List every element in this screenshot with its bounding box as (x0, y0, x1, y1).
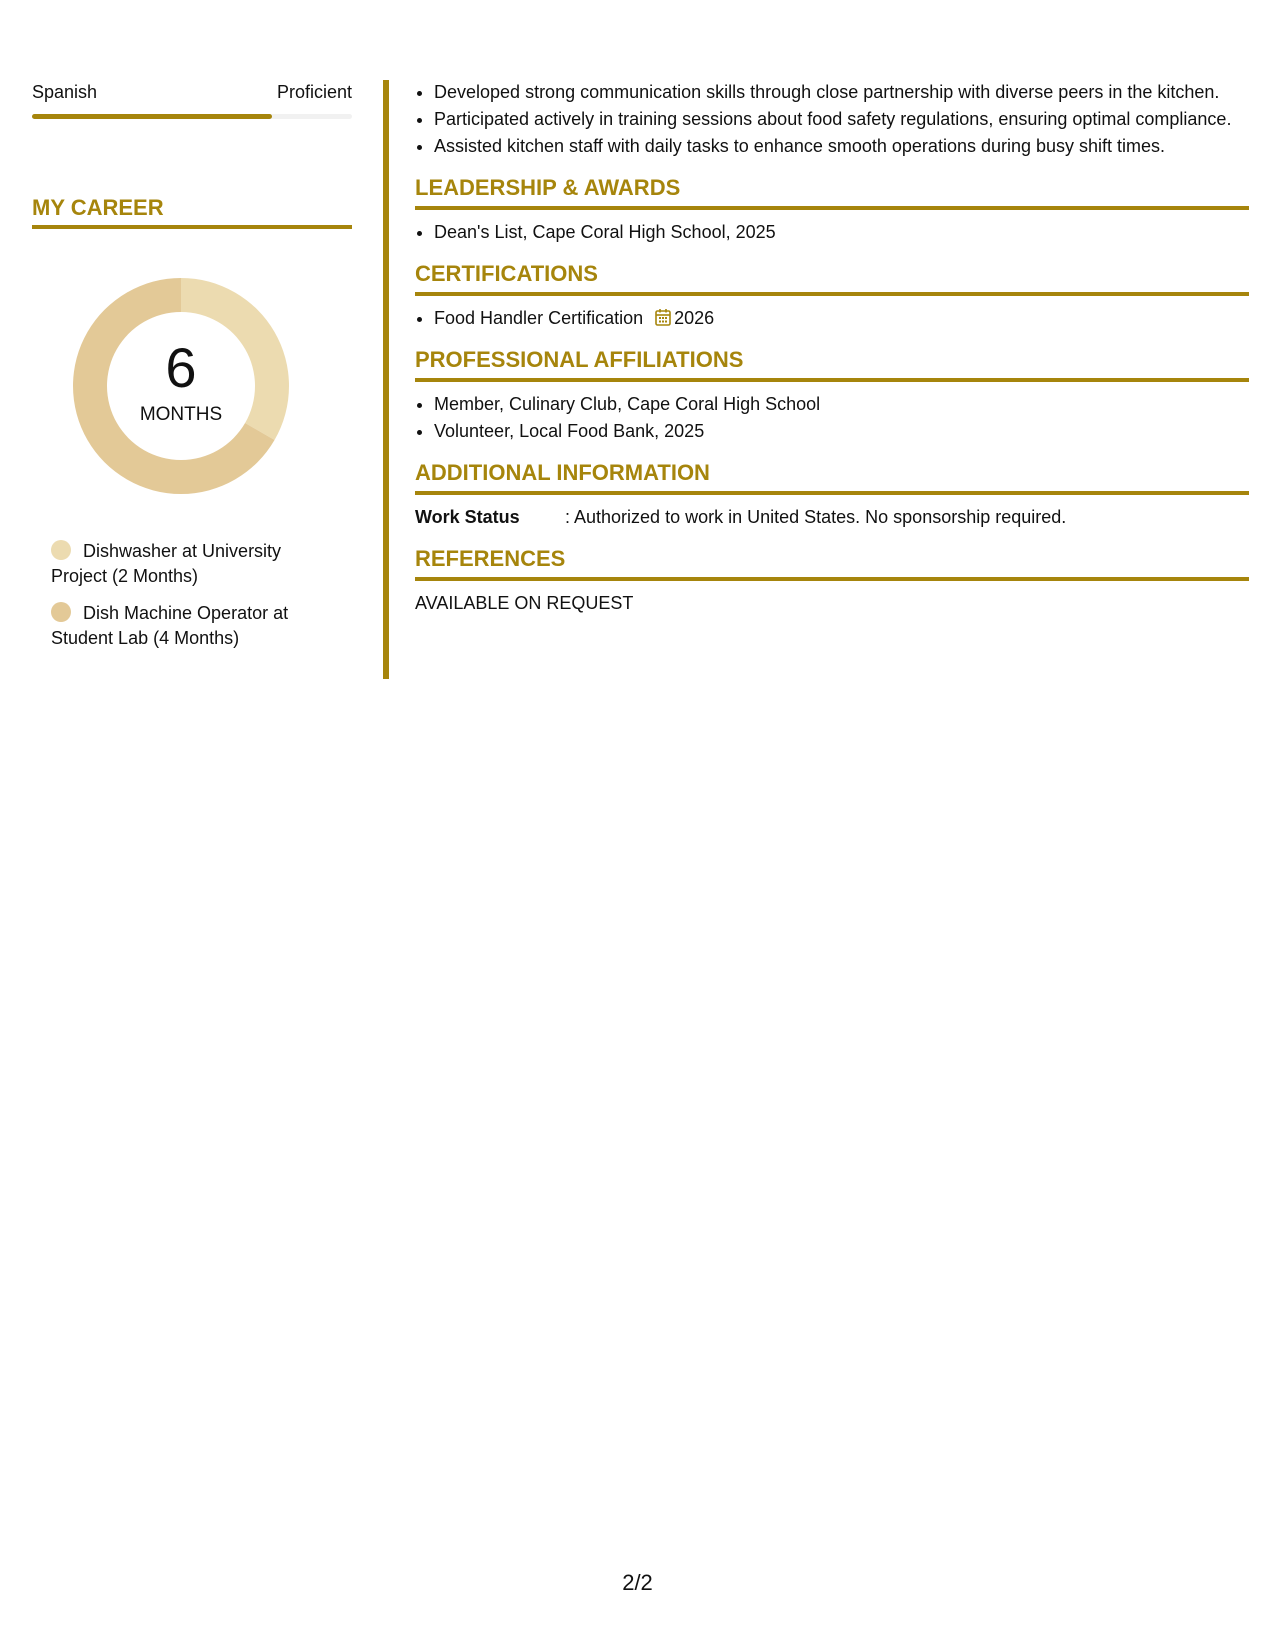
experience-bullets (415, 80, 1249, 158)
donut-total-number: 6 (165, 336, 197, 399)
certification-year: 2026 (674, 308, 715, 328)
language-level: Proficient (276, 82, 352, 102)
work-status-value: : Authorized to work in United States. No sponsorship required. (565, 507, 1067, 527)
donut-total-unit: MONTHS (139, 404, 223, 425)
career-heading: MY CAREER (32, 195, 352, 229)
certification-name: Food Handler Certification (434, 308, 644, 328)
references-heading: REFERENCES (415, 545, 1249, 581)
work-status-row (415, 505, 1249, 529)
list-item (434, 306, 1249, 330)
career-donut-chart (66, 271, 296, 501)
affiliations-list (415, 392, 1249, 443)
career-legend (51, 539, 321, 651)
legend-item (51, 601, 321, 651)
leadership-list (415, 220, 1249, 244)
additional-info-heading: ADDITIONAL INFORMATION (415, 459, 1249, 495)
list-item: • Assisted kitchen staff with daily tasks to enhance smooth operations during busy shift times. (434, 134, 1249, 158)
legend-dot (51, 602, 71, 622)
calendar-icon (655, 308, 671, 326)
leadership-heading: LEADERSHIP & AWARDS (415, 174, 1249, 210)
work-status-label: Work Status (415, 507, 520, 527)
legend-label: Dish Machine Operator at Student Lab (4 Months) (51, 603, 289, 648)
language-row (32, 80, 352, 104)
list-item: • Volunteer, Local Food Bank, 2025 (434, 419, 1249, 443)
certifications-heading: CERTIFICATIONS (415, 260, 1249, 296)
right-column (415, 80, 1249, 615)
language-level-bar (32, 114, 352, 119)
list-item: • Participated actively in training sessions about food safety regulations, ensuring optimal compliance. (434, 107, 1249, 131)
language-name: Spanish (32, 82, 98, 102)
list-item: • Member, Culinary Club, Cape Coral High School (434, 392, 1249, 416)
affiliations-heading: PROFESSIONAL AFFILIATIONS (415, 346, 1249, 382)
left-column (32, 80, 352, 663)
donut-center (66, 271, 296, 501)
legend-item (51, 539, 321, 589)
legend-dot (51, 540, 71, 560)
list-item: • Developed strong communication skills through close partnership with diverse peers in the kitchen. (434, 80, 1249, 104)
certifications-list (415, 306, 1249, 330)
list-item: • Dean's List, Cape Coral High School, 2025 (434, 220, 1249, 244)
language-level-fill (32, 114, 272, 119)
column-divider (383, 80, 389, 679)
references-text: AVAILABLE ON REQUEST (415, 593, 634, 613)
legend-label: Dishwasher at University Project (2 Months) (51, 541, 282, 586)
page-number: 2/2 (622, 1570, 653, 1595)
